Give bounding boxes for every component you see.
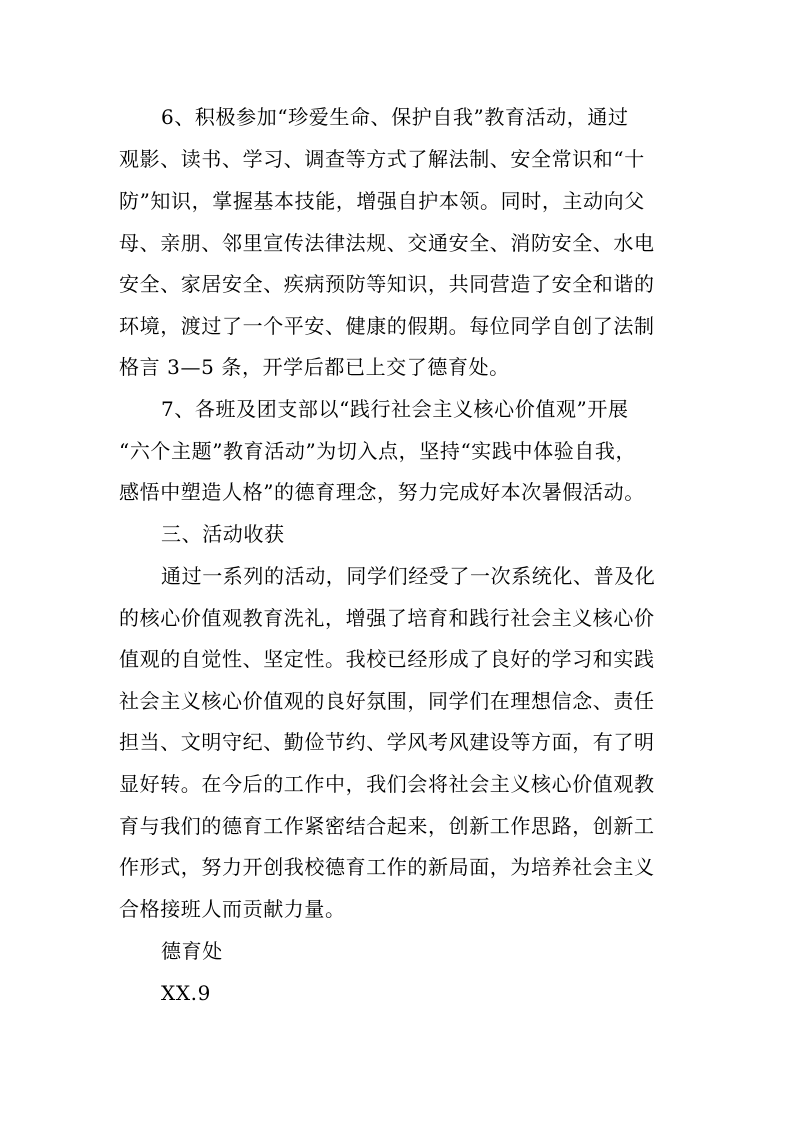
paragraph-6-line-6: 环境，渡过了一个平安、健康的假期。每位同学自创了法制 [119, 314, 655, 338]
signature-department: 德育处 [161, 939, 223, 963]
paragraph-7-line-3: 感悟中塑造人格”的德育理念，努力完成好本次暑假活动。 [119, 480, 645, 504]
results-paragraph-line-8: 作形式，努力开创我校德育工作的新局面，为培养社会主义 [119, 855, 655, 879]
signature-date: XX.9 [161, 981, 211, 1005]
paragraph-7-line-2: “六个主题”教育活动”为切入点，坚持“实践中体验自我， [119, 439, 637, 463]
paragraph-6-line-2: 观影、读书、学习、调查等方式了解法制、安全常识和“十 [119, 147, 645, 171]
paragraph-6-line-3: 防”知识，掌握基本技能，增强自护本领。同时，主动向父 [119, 189, 645, 213]
paragraph-6-line-4: 母、亲朋、邻里宣传法律法规、交通安全、消防安全、水电 [119, 231, 655, 255]
paragraph-7-line-1: 7、各班及团支部以“践行社会主义核心价值观”开展 [161, 397, 629, 421]
paragraph-6-line-1: 6、积极参加“珍爱生命、保护自我”教育活动，通过 [161, 105, 629, 129]
results-paragraph-line-1: 通过一系列的活动，同学们经受了一次系统化、普及化 [161, 564, 656, 588]
results-paragraph-line-7: 育与我们的德育工作紧密结合起来，创新工作思路，创新工 [119, 814, 655, 838]
results-paragraph-line-5: 担当、文明守纪、勤俭节约、学风考风建设等方面，有了明 [119, 730, 655, 754]
results-paragraph-line-4: 社会主义核心价值观的良好氛围，同学们在理想信念、责任 [119, 689, 655, 713]
paragraph-6-line-7: 格言 3—5 条，开学后都已上交了德育处。 [119, 355, 510, 379]
results-paragraph-line-2: 的核心价值观教育洗礼，增强了培育和践行社会主义核心价 [119, 606, 655, 630]
section-heading-activity-results: 三、活动收获 [161, 522, 285, 546]
results-paragraph-line-3: 值观的自觉性、坚定性。我校已经形成了良好的学习和实践 [119, 647, 655, 671]
results-paragraph-line-9: 合格接班人而贡献力量。 [119, 897, 346, 921]
results-paragraph-line-6: 显好转。在今后的工作中，我们会将社会主义核心价值观教 [119, 772, 655, 796]
paragraph-6-line-5: 安全、家居安全、疾病预防等知识，共同营造了安全和谐的 [119, 272, 655, 296]
